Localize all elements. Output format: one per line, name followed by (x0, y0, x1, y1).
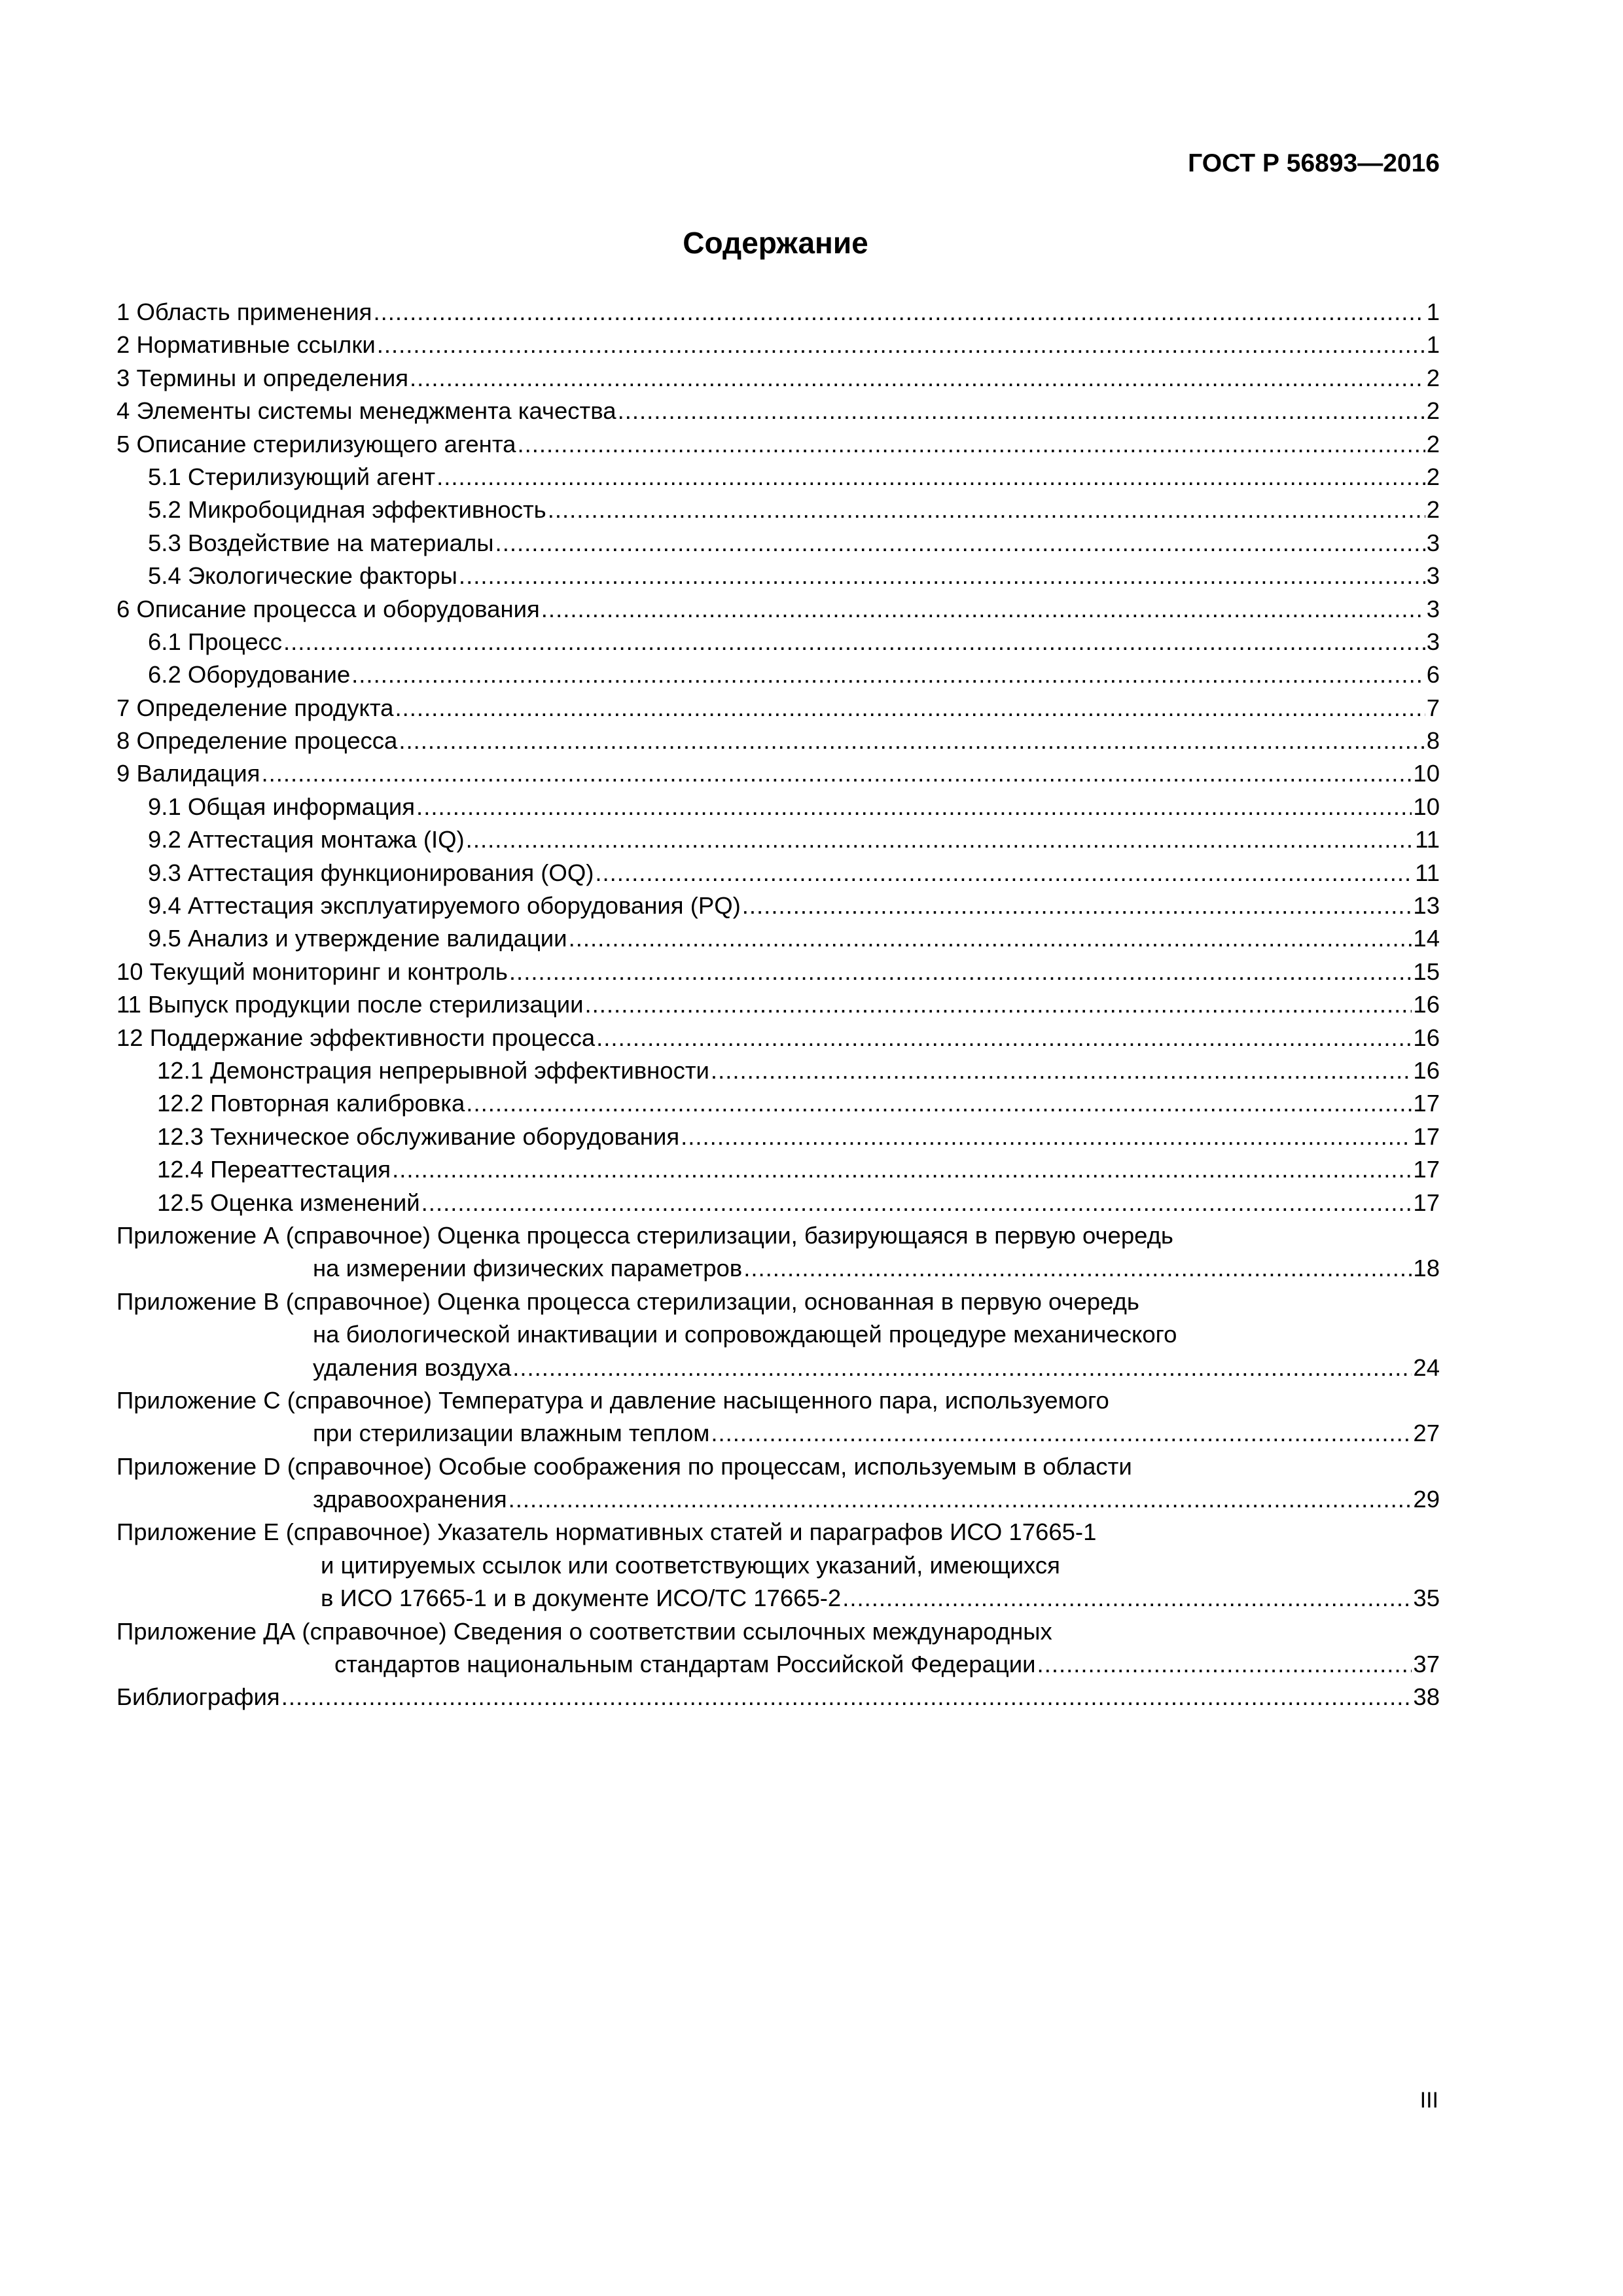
toc-entry-page: 15 (1413, 958, 1440, 985)
toc-entry[interactable] (116, 560, 1440, 592)
toc-entry-label: 9.4 Аттестация эксплуатируемого оборудования (PQ) (148, 892, 741, 920)
toc-leader-dots (711, 1417, 1412, 1450)
page-number: III (1419, 2088, 1438, 2113)
toc-entry-page: 13 (1413, 892, 1440, 920)
toc-leader-dots (508, 1483, 1412, 1516)
toc-entry-page: 14 (1413, 925, 1440, 952)
toc-entry[interactable] (116, 428, 1440, 461)
toc-entry[interactable] (116, 461, 1440, 493)
toc-leader-dots (377, 329, 1425, 361)
toc-entry-page: 6 (1426, 661, 1440, 689)
toc-entry[interactable] (116, 593, 1440, 626)
toc-entry-page: 17 (1413, 1189, 1440, 1216)
toc-leader-dots (842, 1582, 1412, 1615)
toc-entry[interactable] (116, 626, 1440, 658)
toc-entry-page: 10 (1413, 760, 1440, 787)
table-of-contents (116, 296, 1440, 1714)
toc-entry-label: 6.2 Оборудование (148, 661, 351, 689)
toc-entry[interactable] (116, 493, 1440, 526)
toc-leader-dots (596, 1022, 1412, 1054)
toc-entry-page: 11 (1415, 859, 1440, 886)
toc-leader-dots (416, 791, 1412, 823)
toc-entry-label: 9.3 Аттестация функционирования (OQ) (148, 859, 594, 886)
toc-leader-dots (517, 428, 1425, 461)
toc-entry[interactable] (116, 791, 1440, 823)
toc-leader-dots (1037, 1648, 1412, 1681)
toc-leader-dots (395, 692, 1425, 725)
toc-entry-page: 16 (1413, 1056, 1440, 1084)
toc-entry[interactable] (116, 296, 1440, 329)
toc-entry[interactable] (116, 527, 1440, 560)
toc-title: Содержание (683, 226, 868, 260)
toc-entry-page: 2 (1426, 496, 1440, 524)
toc-entry[interactable] (116, 889, 1440, 922)
toc-entry-page: 3 (1426, 628, 1440, 655)
toc-entry-page: 8 (1426, 727, 1440, 755)
toc-entry-label: 5.3 Воздействие на материалы (148, 529, 494, 556)
toc-entry-page: 2 (1426, 430, 1440, 457)
toc-entry[interactable] (116, 658, 1440, 691)
toc-entry-label: 5.1 Стерилизующий агент (148, 463, 436, 490)
toc-entry-label: 12.1 Демонстрация непрерывной эффективности (157, 1056, 709, 1084)
toc-entry[interactable] (116, 1054, 1440, 1087)
toc-entry-page: 16 (1413, 1024, 1440, 1051)
toc-entry-page: 10 (1413, 793, 1440, 820)
toc-entry[interactable] (116, 1087, 1440, 1120)
toc-entry[interactable] (116, 329, 1440, 361)
toc-entry-label: стандартов национальным стандартам Российской Федерации (334, 1651, 1036, 1678)
toc-appendix[interactable] (116, 1450, 1440, 1516)
toc-leader-dots (743, 1252, 1412, 1285)
toc-entry-page: 3 (1426, 562, 1440, 590)
toc-leader-dots (742, 889, 1412, 922)
toc-appendix[interactable] (116, 1516, 1440, 1615)
toc-entry-page: 3 (1426, 529, 1440, 556)
toc-entry-page: 35 (1413, 1585, 1440, 1612)
toc-entry[interactable] (116, 956, 1440, 988)
toc-entry[interactable] (116, 395, 1440, 427)
toc-entry-page: 3 (1426, 595, 1440, 622)
toc-entry-label: 9.1 Общая информация (148, 793, 416, 820)
toc-entry-page: 16 (1413, 991, 1440, 1018)
toc-entry[interactable] (116, 1153, 1440, 1186)
toc-entry-label: 12.5 Оценка изменений (157, 1189, 420, 1216)
toc-entry-label: 9.5 Анализ и утверждение валидации (148, 925, 567, 952)
toc-entry-label: Библиография (116, 1683, 280, 1711)
toc-entry-page: 17 (1413, 1122, 1440, 1150)
toc-leader-dots (351, 658, 1425, 691)
toc-appendix-continuation: на биологической инактивации и сопровождающей процедуре механического (313, 1321, 1177, 1348)
toc-leader-dots (466, 823, 1414, 856)
toc-entry-label: в ИСО 17665-1 и в документе ИСО/ТС 17665-2 (321, 1585, 842, 1612)
toc-entry-label: 2 Нормативные ссылки (116, 331, 376, 359)
toc-leader-dots (509, 956, 1412, 988)
toc-entry[interactable] (116, 857, 1440, 889)
toc-appendix[interactable] (116, 1615, 1440, 1681)
toc-entry-page: 17 (1413, 1090, 1440, 1117)
toc-entry-label: здравоохранения (313, 1486, 507, 1513)
toc-entry[interactable] (116, 1187, 1440, 1219)
toc-entry-page: 1 (1426, 331, 1440, 359)
toc-appendix-last-line (116, 1352, 1440, 1384)
toc-entry-page: 24 (1413, 1354, 1440, 1381)
toc-entry-page: 18 (1413, 1255, 1440, 1282)
toc-entry-label: при стерилизации влажным теплом (313, 1420, 710, 1447)
toc-leader-dots (281, 1681, 1412, 1713)
toc-entry[interactable] (116, 362, 1440, 395)
toc-leader-dots (618, 395, 1425, 427)
toc-entry[interactable] (116, 725, 1440, 757)
toc-appendix[interactable] (116, 1384, 1440, 1450)
toc-entry-page: 29 (1413, 1486, 1440, 1513)
toc-appendix-title: Приложение А (справочное) Оценка процесса стерилизации, базирующаяся в первую очередь (116, 1221, 1173, 1249)
toc-leader-dots (595, 857, 1414, 889)
toc-entry-label: 4 Элементы системы менеджмента качества (116, 397, 616, 425)
toc-appendix-title: Приложение D (справочное) Особые соображения по процессам, используемым в области (116, 1452, 1132, 1480)
toc-appendix-title: Приложение ДА (справочное) Сведения о соответствии ссылочных международных (116, 1617, 1052, 1645)
toc-appendix-title: Приложение С (справочное) Температура и давление насыщенного пара, используемого (116, 1386, 1109, 1414)
toc-entry-label: 7 Определение продукта (116, 694, 394, 721)
toc-appendix-last-line (116, 1648, 1440, 1681)
toc-entry[interactable] (116, 1022, 1440, 1054)
toc-appendix-last-line (116, 1252, 1440, 1285)
toc-appendix-last-line (116, 1417, 1440, 1450)
toc-entry-page: 2 (1426, 397, 1440, 425)
toc-entry-label: 12.3 Техническое обслуживание оборудования (157, 1122, 680, 1150)
toc-entry[interactable] (116, 922, 1440, 955)
toc-entry-label: 5 Описание стерилизующего агента (116, 430, 516, 457)
toc-appendix[interactable] (116, 1219, 1440, 1285)
toc-entry-label: на измерении физических параметров (313, 1255, 743, 1282)
toc-leader-dots (399, 725, 1425, 757)
toc-entry[interactable] (116, 692, 1440, 725)
toc-appendices (116, 1219, 1440, 1681)
toc-entry-label: 12.4 Переаттестация (157, 1156, 391, 1183)
toc-entry-label: 12 Поддержание эффективности процесса (116, 1024, 596, 1051)
toc-appendix-last-line (116, 1582, 1440, 1615)
toc-leader-dots (541, 593, 1425, 626)
toc-entry-page: 2 (1426, 463, 1440, 490)
toc-entry-label: 9 Валидация (116, 760, 260, 787)
toc-entries (116, 296, 1440, 1219)
toc-entry-page: 38 (1413, 1683, 1440, 1711)
toc-entry-label: 5.2 Микробоцидная эффективность (148, 496, 546, 524)
toc-leader-dots (392, 1153, 1412, 1186)
toc-entry-page: 17 (1413, 1156, 1440, 1183)
toc-entry-page: 2 (1426, 364, 1440, 391)
toc-entry-page: 27 (1413, 1420, 1440, 1447)
toc-entry[interactable] (116, 988, 1440, 1021)
toc-entry-page: 11 (1415, 826, 1440, 853)
toc-entry-label: 9.2 Аттестация монтажа (IQ) (148, 826, 465, 853)
toc-leader-dots (466, 1087, 1412, 1120)
toc-appendix-continuation: и цитируемых ссылок или соответствующих указаний, имеющихся (321, 1551, 1060, 1579)
toc-entry[interactable] (116, 757, 1440, 790)
toc-entry-label: 5.4 Экологические факторы (148, 562, 457, 590)
toc-leader-dots (681, 1121, 1412, 1153)
toc-leader-dots (283, 626, 1425, 658)
toc-leader-dots (421, 1187, 1412, 1219)
toc-leader-dots (569, 922, 1412, 955)
toc-leader-dots (459, 560, 1425, 592)
toc-entry-label: 3 Термины и определения (116, 364, 408, 391)
toc-entry-label: 6.1 Процесс (148, 628, 283, 655)
toc-appendix-title: Приложение В (справочное) Оценка процесса стерилизации, основанная в первую очередь (116, 1287, 1139, 1315)
toc-leader-dots (261, 757, 1412, 790)
toc-leader-dots (512, 1352, 1412, 1384)
toc-entry-label: 11 Выпуск продукции после стерилизации (116, 991, 584, 1018)
toc-leader-dots (373, 296, 1425, 329)
toc-appendix[interactable] (116, 1285, 1440, 1384)
toc-appendix-title: Приложение Е (справочное) Указатель нормативных статей и параграфов ИСО 17665-1 (116, 1518, 1097, 1546)
toc-entry-label: 10 Текущий мониторинг и контроль (116, 958, 508, 985)
toc-leader-dots (584, 988, 1412, 1021)
toc-entry-label: удаления воздуха (313, 1354, 512, 1381)
toc-entry-label: 8 Определение процесса (116, 727, 398, 755)
toc-entry-label: 6 Описание процесса и оборудования (116, 595, 540, 622)
toc-entry-label: 1 Область применения (116, 298, 372, 325)
toc-entry[interactable] (116, 823, 1440, 856)
toc-leader-dots (711, 1054, 1412, 1087)
toc-entry-page: 7 (1426, 694, 1440, 721)
toc-leader-dots (410, 362, 1425, 395)
toc-leader-dots (548, 493, 1425, 526)
toc-entry[interactable] (116, 1121, 1440, 1153)
toc-entry-bibliography[interactable] (116, 1681, 1440, 1713)
toc-entry-page: 1 (1426, 298, 1440, 325)
toc-entry-label: 12.2 Повторная калибровка (157, 1090, 465, 1117)
toc-leader-dots (495, 527, 1425, 560)
toc-appendix-last-line (116, 1483, 1440, 1516)
toc-leader-dots (437, 461, 1425, 493)
toc-entry-page: 37 (1413, 1651, 1440, 1678)
document-code: ГОСТ Р 56893—2016 (1188, 149, 1440, 177)
